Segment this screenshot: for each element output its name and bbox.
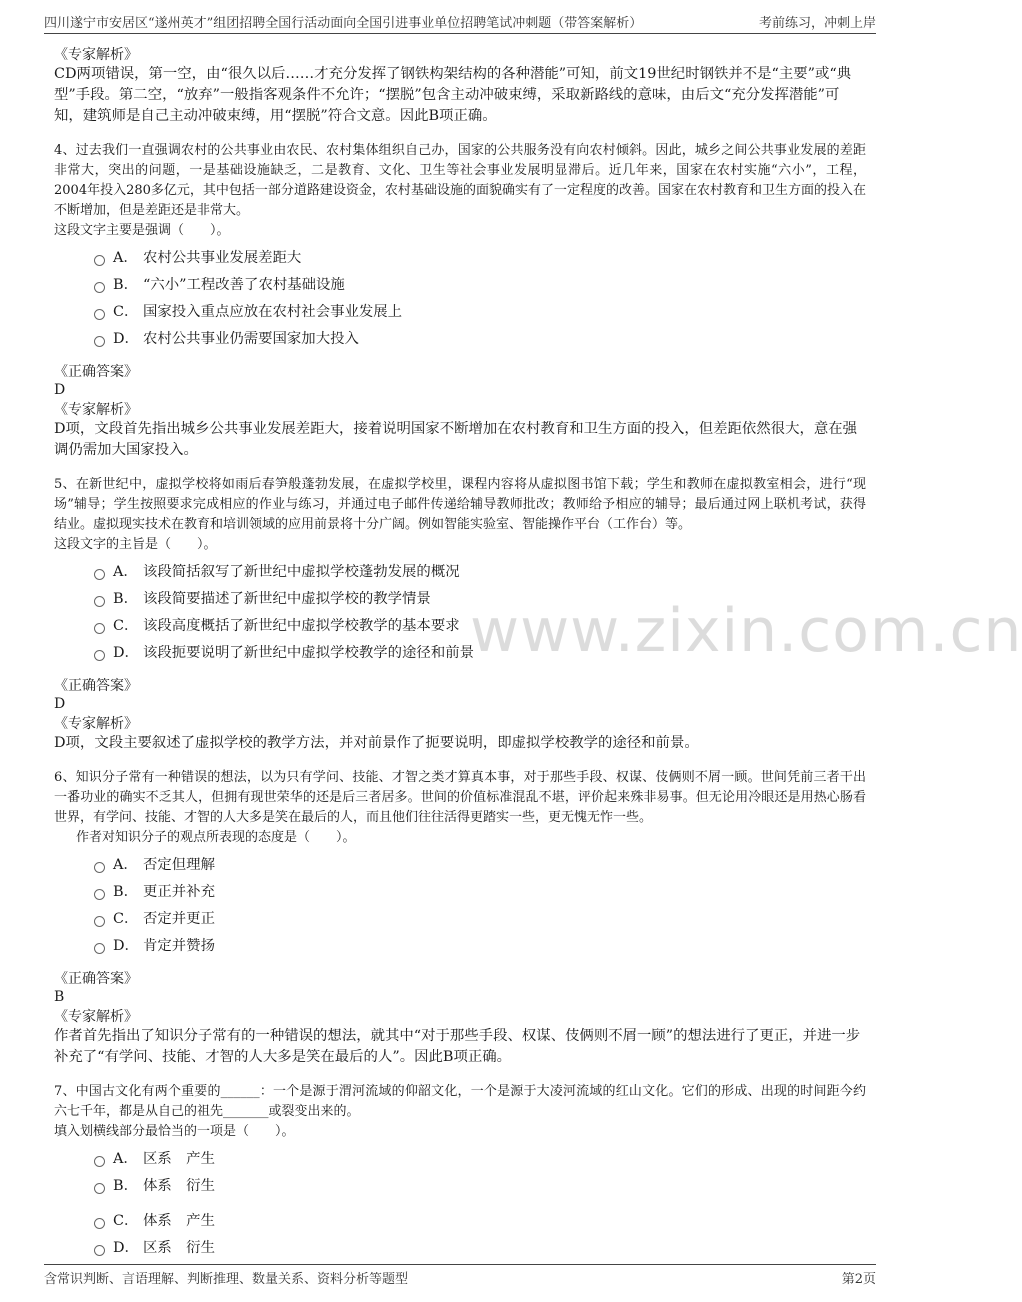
radio-icon[interactable] (94, 596, 105, 607)
q5-prompt: 这段文字的主旨是（ ）。 (54, 537, 217, 552)
radio-icon[interactable] (94, 943, 105, 954)
option-text: 国家投入重点应放在农村社会事业发展上 (143, 304, 403, 320)
q4-options (94, 245, 866, 353)
option-letter: D． (113, 331, 139, 347)
question-7 (54, 1082, 866, 1262)
option-letter: C． (113, 911, 139, 927)
option-text: 该段简要描述了新世纪中虚拟学校的教学情景 (143, 591, 431, 607)
q4-answer: D (54, 382, 66, 398)
option-text: “六小”工程改善了农村基础设施 (143, 277, 345, 293)
q7-stem: 7、中国古文化有两个重要的______：一个是源于渭河流域的仰韶文化，一个是源于大凌河流域的红山文化。它们的形成、出现的时间距今约六七千年，都是从自己的祖先_______或裂变出来的。 (54, 1084, 866, 1119)
q6-options (94, 852, 866, 960)
q7-option-a[interactable] (94, 1146, 866, 1173)
question-4 (54, 141, 866, 461)
option-letter: D． (113, 645, 139, 661)
analysis-label: 《专家解析》 (54, 1009, 138, 1025)
question-6 (54, 768, 866, 1068)
option-letter: D． (113, 938, 139, 954)
q6-option-d[interactable] (94, 933, 866, 960)
q7-option-b[interactable] (94, 1173, 866, 1200)
option-letter: B． (113, 1178, 138, 1194)
radio-icon[interactable] (94, 1245, 105, 1256)
page-header (44, 10, 876, 32)
q5-option-b[interactable] (94, 586, 866, 613)
q6-solution (54, 970, 866, 1068)
q6-prompt: 作者对知识分子的观点所表现的态度是（ ）。 (76, 830, 356, 845)
radio-icon[interactable] (94, 569, 105, 580)
radio-icon[interactable] (94, 1218, 105, 1229)
option-letter: A． (113, 857, 138, 873)
option-letter: A． (113, 1151, 138, 1167)
option-letter: C． (113, 618, 139, 634)
q6-option-b[interactable] (94, 879, 866, 906)
option-text: 该段高度概括了新世纪中虚拟学校教学的基本要求 (143, 618, 460, 634)
q6-option-c[interactable] (94, 906, 866, 933)
question-5 (54, 475, 866, 754)
option-text: 农村公共事业发展差距大 (143, 250, 302, 266)
radio-icon[interactable] (94, 889, 105, 900)
q5-option-c[interactable] (94, 613, 866, 640)
q5-answer: D (54, 696, 66, 712)
q5-analysis-text: D项，文段主要叙述了虚拟学校的教学方法，并对前景作了扼要说明，即虚拟学校教学的途径和前景。 (54, 735, 699, 751)
option-text: 农村公共事业仍需要国家加大投入 (143, 331, 359, 347)
radio-icon[interactable] (94, 1183, 105, 1194)
q4-option-b[interactable] (94, 272, 866, 299)
q5-stem: 5、在新世纪中，虚拟学校将如雨后春笋般蓬勃发展，在虚拟学校里，课程内容将从虚拟图书馆下载；学生和教师在虚拟教室相会，进行“现场”辅导；学生按照要求完成相应的作业与练习，并通过电子邮件传递给辅导教师批改；教师给予相应的辅导；最后通过网上联机考试，获得结业。虚拟现实技术在教育和培训领域的应用前景将十分广阔。例如智能实验室、智能操作平台（工作台）等。 (54, 477, 866, 532)
radio-icon[interactable] (94, 255, 105, 266)
q5-option-d[interactable] (94, 640, 866, 667)
option-letter: A． (113, 250, 138, 266)
option-letter: B． (113, 277, 138, 293)
q3-analysis-block (54, 46, 866, 127)
option-letter: B． (113, 591, 138, 607)
answer-label: 《正确答案》 (54, 971, 138, 987)
document-title: 四川遂宁市安居区“遂州英才”组团招聘全国行活动面向全国引进事业单位招聘笔试冲刺题（带答案解析） (44, 16, 643, 31)
q7-option-d[interactable] (94, 1235, 866, 1262)
q4-prompt: 这段文字主要是强调（ ）。 (54, 223, 230, 238)
page-footer (44, 1268, 876, 1287)
q5-option-a[interactable] (94, 559, 866, 586)
radio-icon[interactable] (94, 862, 105, 873)
q6-stem: 6、知识分子常有一种错误的想法，以为只有学问、技能、才智之类才算真本事，对于那些手段、权谋、伎俩则不屑一顾。世间凭前三者干出一番功业的确实不乏其人，但拥有现世荣华的还是后三者居多。世间的价值标准混乱不堪，评价起来殊非易事。但无论用冷眼还是用热心肠看世界，有学问、技能、才智的人大多是笑在最后的人，而且他们往往活得更踏实一些，更无愧无怍一些。 (54, 770, 866, 825)
option-spacer (94, 1200, 866, 1208)
q3-analysis-text: CD两项错误，第一空，由“很久以后……才充分发挥了钢铁构架结构的各种潜能”可知，前文19世纪时钢铁并不是“主要”或“典型”手段。第二空，“放弃”一般指客观条件不允许；“摆脱”包含主动冲破束缚，采取新路线的意味，由后文“充分发挥潜能”可知，建筑师是自己主动冲破束缚，用“摆脱”符合文意。因此B项正确。 (54, 66, 852, 124)
option-text: 区系 衍生 (143, 1240, 215, 1256)
q5-options (94, 559, 866, 667)
radio-icon[interactable] (94, 916, 105, 927)
option-text: 区系 产生 (143, 1151, 215, 1167)
q4-solution (54, 363, 866, 461)
option-letter: A． (113, 564, 138, 580)
option-letter: C． (113, 1213, 139, 1229)
option-text: 否定但理解 (143, 857, 215, 873)
q5-solution (54, 677, 866, 754)
q4-option-a[interactable] (94, 245, 866, 272)
option-text: 该段扼要说明了新世纪中虚拟学校教学的途径和前景 (143, 645, 474, 661)
q4-option-c[interactable] (94, 299, 866, 326)
radio-icon[interactable] (94, 1156, 105, 1167)
answer-label: 《正确答案》 (54, 364, 138, 380)
analysis-label: 《专家解析》 (54, 47, 138, 63)
radio-icon[interactable] (94, 650, 105, 661)
q6-option-a[interactable] (94, 852, 866, 879)
q6-analysis-text: 作者首先指出了知识分子常有的一种错误的想法，就其中“对于那些手段、权谋、伎俩则不屑一顾”的想法进行了更正，并进一步补充了“有学问、技能、才智的人大多是笑在最后的人”。因此B项正确。 (54, 1028, 861, 1065)
option-letter: B． (113, 884, 138, 900)
q7-option-c[interactable] (94, 1208, 866, 1235)
radio-icon[interactable] (94, 336, 105, 347)
option-text: 体系 衍生 (143, 1178, 215, 1194)
analysis-label: 《专家解析》 (54, 402, 138, 418)
option-letter: D． (113, 1240, 139, 1256)
q4-analysis-text: D项，文段首先指出城乡公共事业发展差距大，接着说明国家不断增加在农村教育和卫生方面的投入，但差距依然很大，意在强调仍需加大国家投入。 (54, 421, 858, 458)
q4-option-d[interactable] (94, 326, 866, 353)
option-text: 更正并补充 (143, 884, 215, 900)
option-text: 该段简括叙写了新世纪中虚拟学校蓬勃发展的概况 (143, 564, 460, 580)
q4-stem: 4、过去我们一直强调农村的公共事业由农民、农村集体组织自己办，国家的公共服务没有向农村倾斜。因此，城乡之间公共事业发展的差距非常大，突出的问题，一是基础设施缺乏，二是教育、文化、卫生等社会事业发展明显滞后。近几年来，国家在农村实施“六小”，工程，2004年投入280多亿元，其中包括一部分道路建设资金，农村基础设施的面貌确实有了一定程度的改善。国家在农村教育和卫生方面的投入在不断增加，但是差距还是非常大。 (54, 143, 866, 218)
radio-icon[interactable] (94, 309, 105, 320)
header-slogan: 考前练习，冲刺上岸 (758, 16, 876, 31)
radio-icon[interactable] (94, 623, 105, 634)
header-divider (44, 33, 876, 34)
option-text: 体系 产生 (143, 1213, 215, 1229)
radio-icon[interactable] (94, 282, 105, 293)
footer-topics: 含常识判断、言语理解、判断推理、数量关系、资料分析等题型 (44, 1272, 409, 1287)
watermark: www.zixin.com.cn (470, 596, 1022, 666)
analysis-label: 《专家解析》 (54, 716, 138, 732)
q7-prompt: 填入划横线部分最恰当的一项是（ ）。 (54, 1124, 295, 1139)
option-text: 否定并更正 (143, 911, 215, 927)
option-text: 肯定并赞扬 (143, 938, 215, 954)
q7-options (94, 1146, 866, 1262)
main-content (54, 46, 866, 1272)
page-number: 第2页 (841, 1272, 876, 1287)
footer-divider (44, 1264, 876, 1265)
q6-answer: B (54, 989, 65, 1005)
option-letter: C． (113, 304, 139, 320)
answer-label: 《正确答案》 (54, 678, 138, 694)
